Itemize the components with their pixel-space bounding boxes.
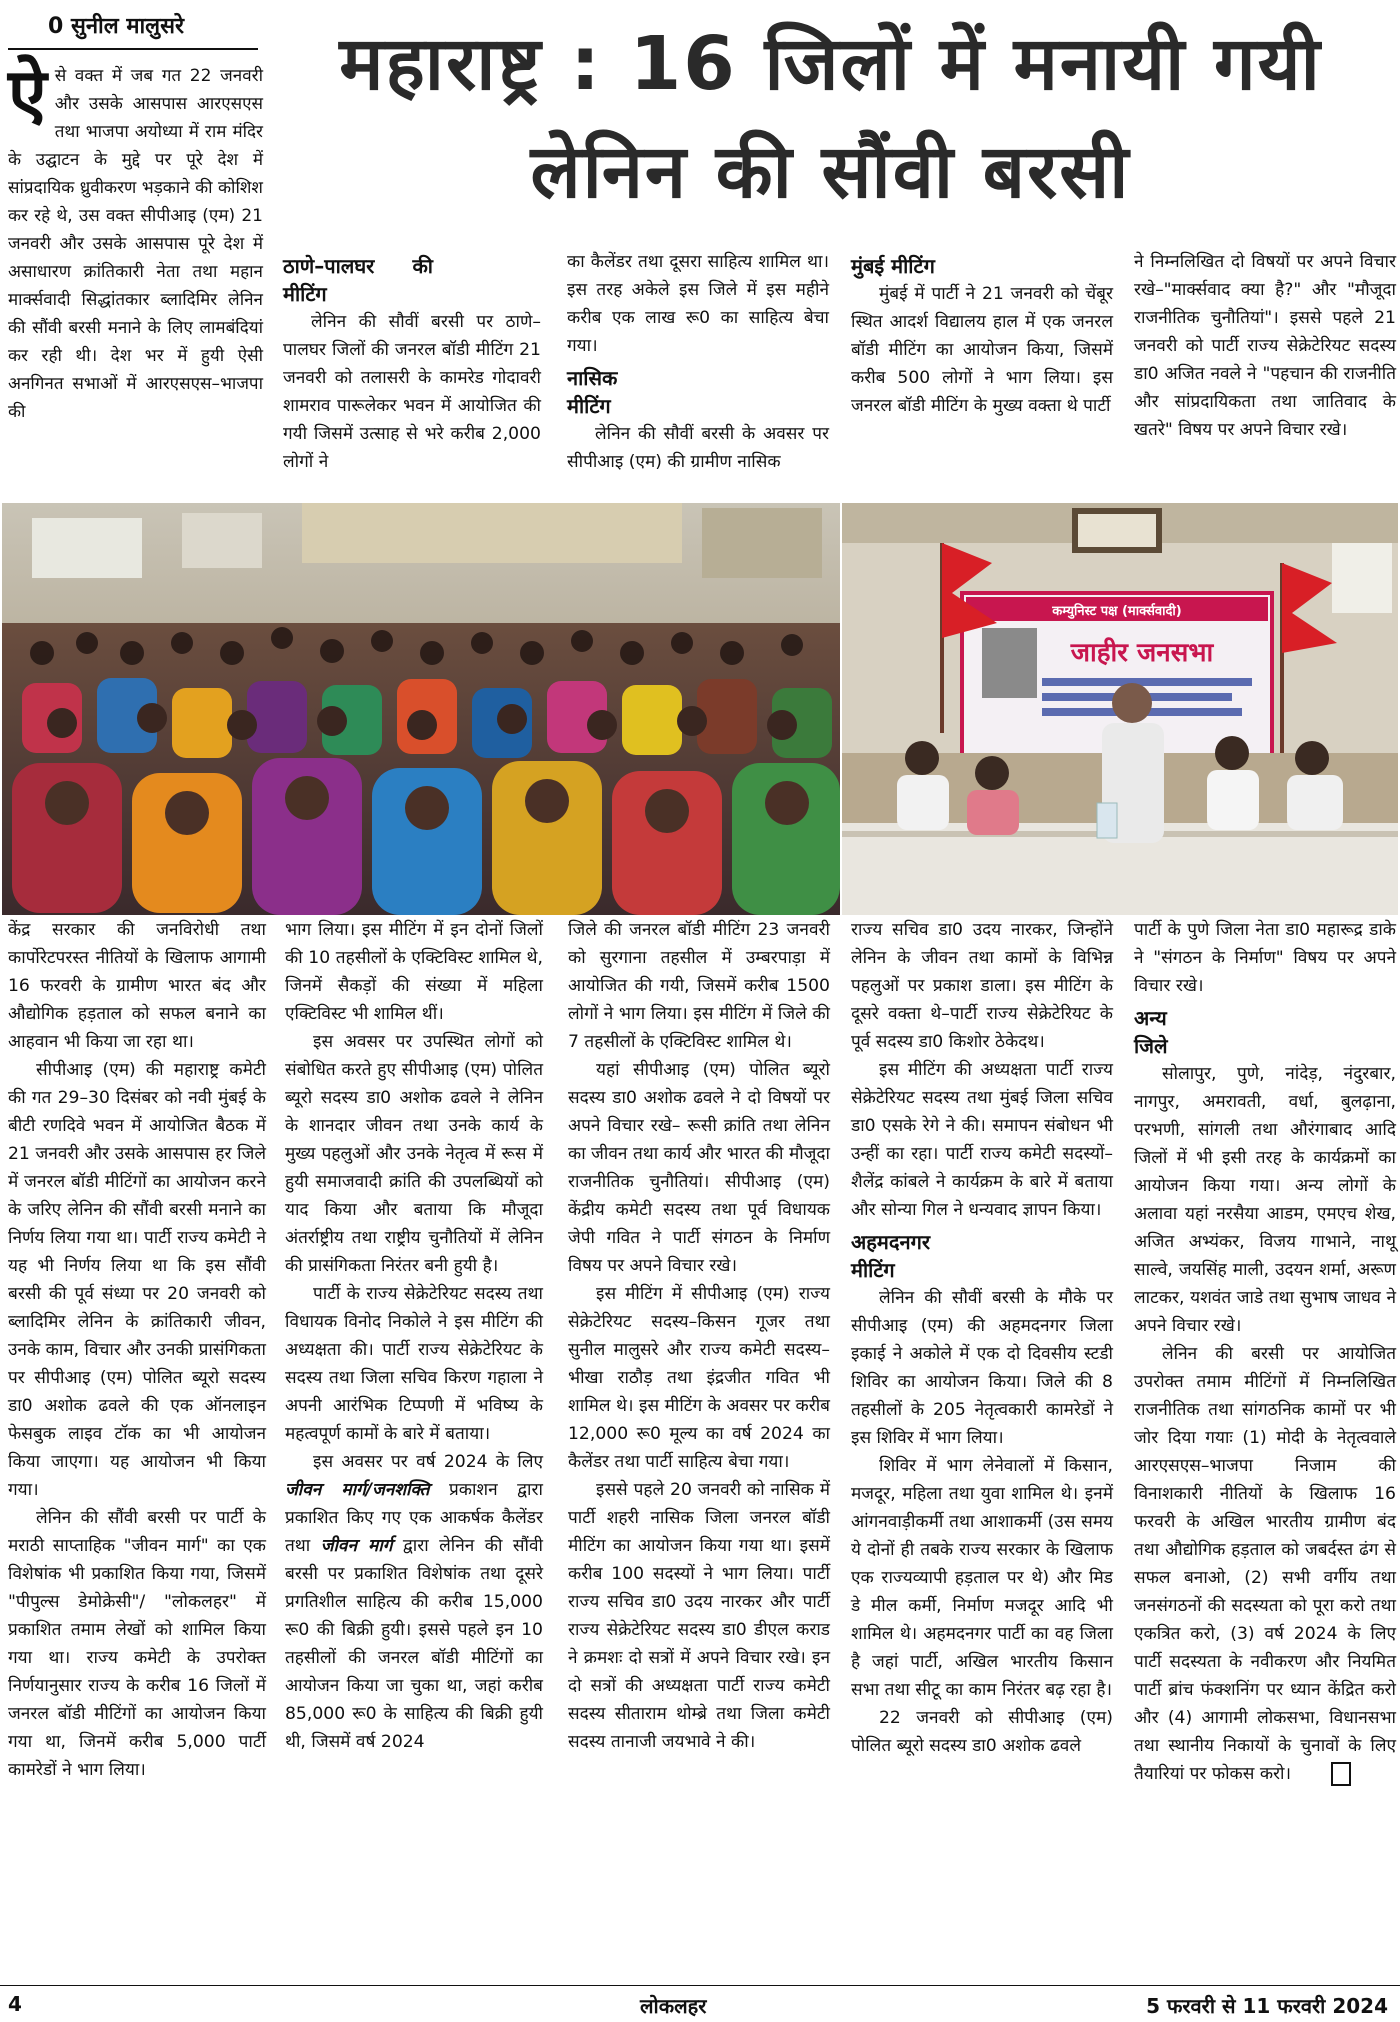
paragraph: सोलापुर, पुणे, नांदेड़, नंदुरबार, नागपुर, अमरावती, वर्धा, बुलढ़ाना, परभणी, सांगली तथा औरंगाबाद आदि जिलों में भी इसी तरह के कार्यक्रमों का आयोजन किया गया। अन्य लोगों के अलावा यहां नरसैया आडम, एमएच शेख, अजित अभ्यंकर, विजय गाभाने, नाथू साल्वे, जयसिंह माली, उदयन शर्मा, अरूण लाटकर, यशवंत जाडे तथा सुभाष जाधव ने अपने विचार रखे।	[1134, 1064, 1396, 1336]
paragraph: लेनिन की सौवीं बरसी के मौके पर सीपीआइ (एम) की अहमदनगर जिला इकाई ने अकोले में एक दो दिवसीय स्टडी शिविर का आयोजन किया। जिले की 8 तहसीलों के 205 नेतृत्वकारी कामरेडों ने इस शिविर में भाग लिया।	[851, 1288, 1113, 1448]
section-heading-thane-palghar: ठाणे–पालघर की मीटिंग	[283, 254, 433, 306]
paragraph: इस मीटिंग में सीपीआइ (एम) राज्य सेक्रेटेरियट सदस्य–किसन गूजर तथा सुनील मालुसरे और राज्य कमेटी सदस्य–भीखा राठौड़ तथा इंद्रजीत गवित भी शामिल थे। इस मीटिंग के अवसर पर करीब 12,000 रू0 मूल्य का वर्ष 2024 का कैलेंडर तथा पार्टी साहित्य बेचा गया।	[568, 1284, 830, 1472]
headline-line-1: महाराष्ट्र : 16 जिलों में मनायी गयी	[339, 21, 1322, 107]
paragraph: सीपीआइ (एम) की महाराष्ट्र कमेटी की गत 29–30 दिसंबर को नवी मुंबई के बीटी रणदिवे भवन में आयोजित बैठक में 21 जनवरी और उसके आसपास हर जिले में जनरल बॉडी मीटिंगों का आयोजन करने के जरिए लेनिन की सौंवी बरसी मनाने का निर्णय लिया गया था। पार्टी राज्य कमेटी ने यह भी निर्णय लिया था कि इस सौंवी बरसी की पूर्व संध्या पर 20 जनवरी को ब्लादिमिर लेनिन के क्रांतिकारी जीवन, उनके काम, विचार और उनकी प्रासंगिकता पर सीपीआइ (एम) पोलित ब्यूरो सदस्य डा0 अशोक ढवले की एक ऑनलाइन फेसबुक लाइव टॉक का भी आयोजन किया जाएगा। यह आयोजन भी किया गया।	[8, 1060, 266, 1500]
paragraph: का कैलेंडर तथा दूसरा साहित्य शामिल था। इस तरह अकेले इस जिले में इस महीने करीब एक लाख रू0 का साहित्य बेचा गया।	[567, 252, 829, 356]
bottom-column-3	[568, 916, 830, 1981]
bottom-column-5	[1134, 916, 1396, 1981]
page-footer	[0, 1985, 1400, 2022]
paragraph: इससे पहले 20 जनवरी को नासिक में पार्टी शहरी नासिक जिला जनरल बॉडी मीटिंग का आयोजन किया गया था। इसमें करीब 100 सदस्यों ने भाग लिया। पार्टी राज्य सचिव डा0 उदय नारकर और पार्टी राज्य सेक्रेटेरियट सदस्य डा0 डीएल कराड ने क्रमशः दो सत्रों में अपने विचार रखे। इन दो सत्रों की अध्यक्षता पार्टी राज्य कमेटी सदस्य सीताराम थोम्ब्रे तथा जिला कमेटी सदस्य तानाजी जयभावे ने की।	[568, 1480, 830, 1752]
paragraph: इस अवसर पर उपस्थित लोगों को संबोधित करते हुए सीपीआइ (एम) पोलित ब्यूरो सदस्य डा0 अशोक ढवले ने लेनिन के शानदार जीवन तथा उनके कार्य के मुख्य पहलुओं और उनके नेतृत्व में रूस में हुयी समाजवादी क्रांति की उपलब्धियों को याद किया और बताया कि मौजूदा अंतर्राष्ट्रीय तथा राष्ट्रीय चुनौतियों में लेनिन की प्रासंगिकता निरंतर बनी हुयी है।	[285, 1032, 543, 1276]
paragraph: शिविर में भाग लेनेवालों में किसान, मजदूर, महिला तथा युवा शामिल थे। इनमें आंगनवाड़ीकर्मी तथा आशाकर्मी (उस समय ये दोनों ही तबके राज्य सरकार के खिलाफ एक राज्यव्यापी हड़ताल पर थे) और मिड डे मील कर्मी, निर्माण मजदूर आदि भी शामिल थे। अहमदनगर पार्टी का वह जिला है जहां पार्टी, अखिल भारतीय किसान सभा तथा सीटू का काम निरंतर बढ़ रहा है।	[851, 1456, 1113, 1700]
photo-stage-speaker	[842, 503, 1398, 915]
top-column-4	[851, 248, 1113, 503]
paragraph: लेनिन की सौवीं बरसी के अवसर पर सीपीआइ (एम) की ग्रामीण नासिक	[567, 424, 829, 472]
intro-text: से वक्त में जब गत 22 जनवरी और उसके आसपास आरएसएस तथा भाजपा अयोध्या में राम मंदिर के उद्घाटन के मुद्दे पर पूरे देश में सांप्रदायिक ध्रुवीकरण भड़काने की कोशिश कर रहे थे, उस वक्त सीपीआइ (एम) 21 जनवरी और उसके आसपास पूरे देश में असाधारण क्रांतिकारी नेता तथा महान मार्क्सवादी सिद्धांतकार ब्लादिमिर लेनिन की सौंवी बरसी मनाने के लिए लामबंदियां कर रही थी। देश भर में हुयी ऐसी अनगिनत सभाओं में आरएसएस–भाजपा की	[8, 66, 263, 422]
headline-line-2: लेनिन की सौंवी बरसी	[530, 129, 1131, 215]
top-column-5	[1134, 248, 1396, 503]
bottom-column-1	[8, 916, 266, 1981]
banner-party-name: कम्युनिस्ट पक्ष (मार्क्सवादी)	[1052, 604, 1182, 619]
paragraph: केंद्र सरकार की जनविरोधी तथा कार्पोरेटपरस्त नीतियों के खिलाफ आगामी 16 फरवरी के ग्रामीण भारत बंद और औद्योगिक हड़ताल को सफल बनाने का आहवान भी किया जा रहा था।	[8, 920, 266, 1052]
paragraph: जिले की जनरल बॉडी मीटिंग 23 जनवरी को सुरगाना तहसील में उम्बरपाड़ा में आयोजित की गयी, जिसमें करीब 1500 लोगों ने भाग लिया। इस मीटिंग में जिले की 7 तहसीलों के एक्टिविस्ट शामिल थे।	[568, 920, 830, 1052]
bottom-column-2	[285, 916, 543, 1981]
section-heading-other-districts: अन्य जिले	[1134, 1006, 1168, 1058]
issue-date: 5 फरवरी से 11 फरवरी 2024	[1146, 1994, 1388, 2018]
paragraph: इस मीटिंग की अध्यक्षता पार्टी राज्य सेक्रेटेरियट सदस्य तथा मुंबई जिला सचिव डा0 एसके रेगे ने की। समापन संबोधन भी उन्हीं का रहा। पार्टी राज्य कमेटी सदस्यों–शैलेंद्र कांबले ने कार्यक्रम के बारे में बताया और सोन्या गिल ने धन्यवाद ज्ञापन किया।	[851, 1060, 1113, 1220]
paragraph: भाग लिया। इस मीटिंग में इन दोनों जिलों की 10 तहसीलों के एक्टिविस्ट शामिल थे, जिनमें सैकड़ों की संख्या में महिला एक्टिविस्ट भी शामिल थीं।	[285, 920, 543, 1024]
newspaper-name: लोकलहर	[640, 1994, 707, 2018]
photo-crowd-meeting	[2, 503, 840, 915]
intro-column	[8, 53, 263, 502]
paragraph: यहां सीपीआइ (एम) पोलित ब्यूरो सदस्य डा0 अशोक ढवले ने दो विषयों पर अपने विचार रखे– रूसी क्रांति तथा लेनिन का जीवन तथा कार्य और भारत की मौजूदा राजनीतिक चुनौतियां। सीपीआइ (एम) केंद्रीय कमेटी सदस्य तथा पूर्व विधायक जेपी गवित ने पार्टी संगठन के निर्माण विषय पर अपने विचार रखे।	[568, 1060, 830, 1276]
paragraph: पार्टी के पुणे जिला नेता डा0 महारूद्र डाके ने "संगठन के निर्माण" विषय पर अपने विचार रखे।	[1134, 920, 1396, 996]
top-column-3	[567, 248, 829, 503]
paragraph: पार्टी के राज्य सेक्रेटेरियट सदस्य तथा विधायक विनोद निकोले ने इस मीटिंग की अध्यक्षता की। पार्टी राज्य सेक्रेटेरियट के सदस्य तथा जिला सचिव किरण गहाला ने अपनी आरंभिक टिप्पणी में भविष्य के महत्वपूर्ण कामों के बारे में बताया।	[285, 1284, 543, 1444]
paragraph: लेनिन की सौवीं बरसी पर ठाणे–पालघर जिलों की जनरल बॉडी मीटिंग 21 जनवरी को तलासरी के कामरेड गोदावरी शामराव पारूलेकर भवन में आयोजित की गयी जिसमें उत्साह से भरे करीब 2,000 लोगों ने	[283, 312, 541, 472]
end-mark	[1331, 1762, 1351, 1786]
paragraph: मुंबई में पार्टी ने 21 जनवरी को चेंबूर स्थित आदर्श विद्यालय हाल में एक जनरल बॉडी मीटिंग का आयोजन किया, जिसमें करीब 500 लोगों ने भाग लिया। इस जनरल बॉडी मीटिंग के मुख्य वक्ता थे पार्टी	[851, 284, 1113, 416]
top-column-2	[283, 248, 541, 503]
publication-name: जीवन मार्ग	[320, 1536, 393, 1556]
section-heading-mumbai: मुंबई मीटिंग	[851, 254, 935, 278]
publication-name: जीवन मार्ग/जनशक्ति	[285, 1480, 430, 1500]
banner-title: जाहीर जनसभा	[1070, 638, 1214, 668]
page-number: 4	[8, 1992, 22, 2016]
paragraph: लेनिन की सौंवी बरसी पर पार्टी के मराठी साप्ताहिक "जीवन मार्ग" का एक विशेषांक भी प्रकाशित किया गया, जिसमें "पीपुल्स डेमोक्रेसी"/ "लोकलहर" में प्रकाशित तमाम लेखों को शामिल किया गया था। राज्य कमेटी के उपरोक्त निर्णयानुसार राज्य के करीब 16 जिलों में जनरल बॉडी मीटिंगों का आयोजन किया गया था, जिनमें करीब 5,000 पार्टी कामरेडों ने भाग लिया।	[8, 1508, 266, 1780]
paragraph: 22 जनवरी को सीपीआइ (एम) पोलित ब्यूरो सदस्य डा0 अशोक ढवले	[851, 1708, 1113, 1756]
section-heading-ahmednagar: अहमदनगर मीटिंग	[851, 1230, 931, 1282]
drop-cap: ऐ	[8, 53, 47, 135]
byline: 0 सुनील मालुसरे	[8, 10, 258, 50]
section-heading-nashik: नासिक मीटिंग	[567, 366, 618, 418]
paragraph: राज्य सचिव डा0 उदय नारकर, जिन्होंने लेनिन के जीवन तथा कामों के विभिन्न पहलुओं पर प्रकाश डाला। इस मीटिंग के दूसरे वक्ता थे–पार्टी राज्य सेक्रेटेरियट के पूर्व सदस्य डा0 किशोर ठेकेदथ।	[851, 920, 1113, 1052]
paragraph: ने निम्नलिखित दो विषयों पर अपने विचार रखे–"मार्क्सवाद क्या है?" और "मौजूदा राजनीतिक चुनौतियां"। इससे पहले 21 जनवरी को पार्टी राज्य सेक्रेटेरियट सदस्य डा0 अजित नवले ने "पहचान की राजनीति और सांप्रदायिकता तथा जातिवाद के खतरे" विषय पर अपने विचार रखे।	[1134, 252, 1396, 440]
paragraph: लेनिन की बरसी पर आयोजित उपरोक्त तमाम मीटिंगों में निम्नलिखित राजनीतिक तथा सांगठनिक कामों पर भी जोर दिया गयाः (1) मोदी के नेतृत्ववाले आरएसएस–भाजपा निजाम की विनाशकारी नीतियों के खिलाफ 16 फरवरी के अखिल भारतीय ग्रामीण बंद तथा औद्योगिक हड़ताल को जबर्दस्त ढंग से सफल बनाओ, (2) सभी वर्गीय तथा जनसंगठनों की सदस्यता को पूरा करो तथा एकत्रित करो, (3) वर्ष 2024 के लिए पार्टी सदस्यता के नवीकरण और नियमित पार्टी ब्रांच फंक्शनिंग पर ध्यान केंद्रित करो और (4) आगामी लोकसभा, विधानसभा तथा स्थानीय निकायों के चुनावों के लिए तैयारियां पर फोकस करो।	[1134, 1344, 1396, 1784]
headline	[268, 10, 1393, 225]
bottom-column-4	[851, 916, 1113, 1981]
paragraph: इस अवसर पर वर्ष 2024 के लिए जीवन मार्ग/जनशक्ति प्रकाशन द्वारा प्रकाशित किए गए एक आकर्षक कैलेंडर तथा जीवन मार्ग द्वारा लेनिन की सौंवी बरसी पर प्रकाशित विशेषांक तथा दूसरे प्रगतिशील साहित्य की करीब 15,000 रू0 की बिक्री हुयी। इससे पहले इन 10 तहसीलों की जनरल बॉडी मीटिंगों का आयोजन किया जा चुका था, जहां करीब 85,000 रू0 के साहित्य की बिक्री हुयी थी, जिसमें वर्ष 2024	[285, 1452, 543, 1752]
